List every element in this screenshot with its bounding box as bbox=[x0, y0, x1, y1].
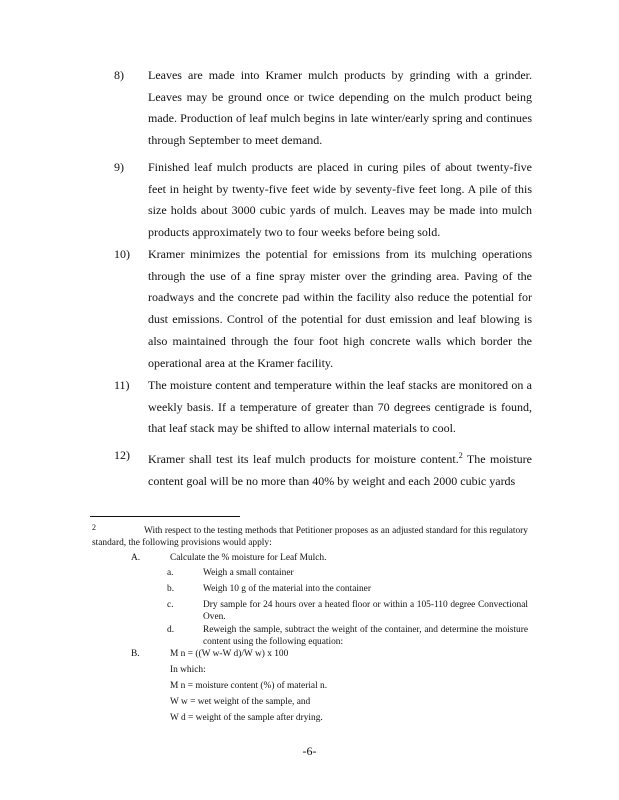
paragraph-number: 12) bbox=[114, 448, 130, 462]
footnote-step-text: Dry sample for 24 hours over a heated floor or within a 105-110 degree Convectional Oven. bbox=[203, 600, 528, 622]
paragraph-text: The moisture content and temperature within the leaf stacks are monitored on a weekly basis. If a temperature of greater than 70 degrees centigrade is found, that leaf stack may be shifted to allow internal materials to cool. bbox=[148, 378, 532, 436]
footnote-step-label: a. bbox=[167, 568, 174, 578]
footnote-step-text: Weigh 10 g of the material into the container bbox=[203, 584, 371, 594]
moisture-equation: M n = ((W w-W d)/W w) x 100 bbox=[170, 649, 289, 659]
footnote-section-b-label: B. bbox=[131, 649, 140, 659]
definition-dry-weight: W d = weight of the sample after drying. bbox=[170, 713, 323, 723]
footnote-step-text: Weigh a small container bbox=[203, 568, 294, 578]
definition-wet-weight: W w = wet weight of the sample, and bbox=[170, 697, 311, 707]
page-number: -6- bbox=[302, 744, 317, 758]
paragraph-text bbox=[148, 445, 532, 492]
paragraph-number: 8) bbox=[114, 68, 124, 82]
paragraph-text: Finished leaf mulch products are placed in curing piles of about twenty-five feet in height by twenty-five feet wide by seventy-five feet long. A pile of this size holds about 3000 cubic yards of mulch. Leaves may be made into mulch products approximately two to four weeks before being sold. bbox=[148, 160, 532, 240]
footnote-reference: 2 bbox=[458, 451, 463, 460]
paragraph-10 bbox=[114, 244, 532, 374]
paragraph-text: Leaves are made into Kramer mulch products by grinding with a grinder. Leaves may be ground once or twice depending on the mulch product being made. Production of leaf mulch begins in late winter/early spring and continues through September to meet demand. bbox=[148, 68, 532, 148]
paragraph-text-part2: The moisture content goal will be no more than 40% by weight and each 2000 cubic yards bbox=[148, 452, 532, 488]
paragraph-12 bbox=[114, 445, 532, 492]
paragraph-9 bbox=[114, 157, 532, 244]
paragraph-text: Kramer minimizes the potential for emissions from its mulching operations through the use of a fine spray mister over the grinding area. Paving of the roadways and the concrete pad within the facility also reduce the potential for dust emissions. Control of the potential for dust emission and leaf blowing is also maintained through the four foot high concrete walls which border the operational area at the Kramer facility. bbox=[148, 247, 532, 370]
footnote-step-label: d. bbox=[167, 625, 175, 635]
paragraph-8 bbox=[114, 65, 532, 152]
footnote-separator bbox=[90, 516, 240, 517]
footnote-section-a-text: Calculate the % moisture for Leaf Mulch. bbox=[170, 553, 327, 563]
paragraph-text-part1: Kramer shall test its leaf mulch products for moisture content. bbox=[148, 452, 459, 466]
definition-moisture: M n = moisture content (%) of material n. bbox=[170, 681, 328, 691]
footnote-step-label: b. bbox=[167, 584, 175, 594]
in-which-label: In which: bbox=[170, 665, 206, 675]
paragraph-11 bbox=[114, 375, 532, 440]
footnote-section-a-label: A. bbox=[131, 553, 141, 563]
footnote-step-text: Reweigh the sample, subtract the weight of the container, and determine the moisture content using the following equation: bbox=[203, 625, 528, 647]
paragraph-number: 11) bbox=[114, 378, 130, 392]
footnote-step-label: c. bbox=[167, 600, 174, 610]
footnote-intro: With respect to the testing methods that Petitioner proposes as an adjusted standard for this regulatory standard, the following provisions would apply: bbox=[92, 526, 528, 548]
footnote-mark: 2 bbox=[92, 523, 96, 532]
paragraph-number: 9) bbox=[114, 160, 124, 174]
paragraph-number: 10) bbox=[114, 247, 130, 261]
